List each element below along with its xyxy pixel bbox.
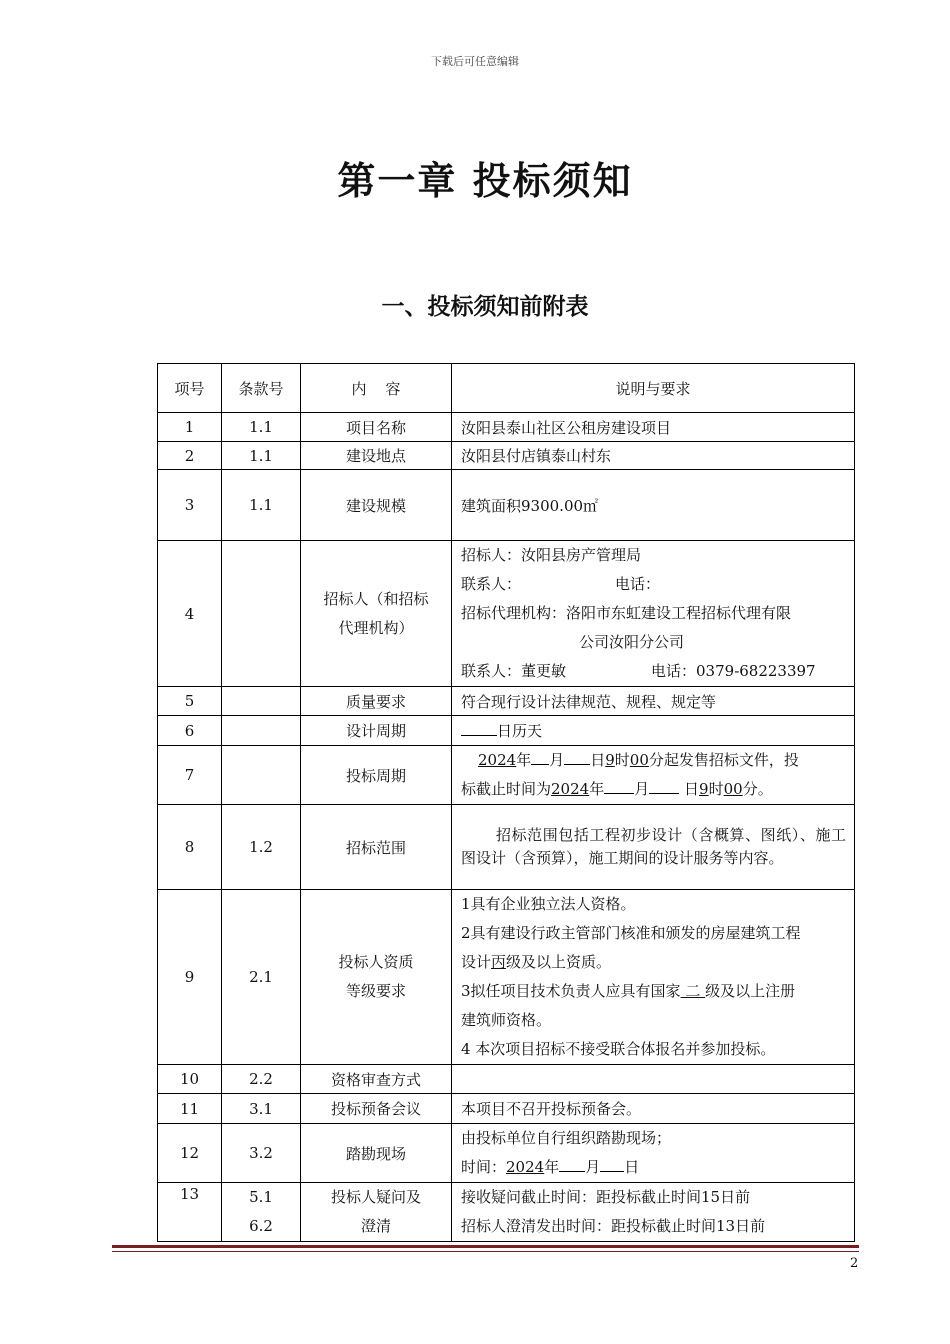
table-row [158,746,855,805]
minute: 00 [723,780,743,798]
text: 分。 [742,780,773,798]
content-line: 招标人（和招标 [323,589,429,608]
blank-days [461,721,497,736]
header-clause: 条款号 [222,364,301,413]
text: 月 [549,751,565,769]
row-content [301,1183,452,1242]
row-no: 13 [158,1183,222,1242]
row-no: 9 [158,890,222,1065]
row-desc [452,541,855,687]
row-no: 8 [158,805,222,890]
clause-line: 6.2 [249,1217,273,1235]
footer-rule-thin [112,1251,859,1252]
row-no: 7 [158,746,222,805]
row-content [301,890,452,1065]
row-clause: 3.2 [222,1124,301,1183]
content-line: 澄清 [360,1217,391,1235]
row-content: 资格审查方式 [301,1065,452,1094]
header-no: 项号 [158,364,222,413]
agency-phone: 电话：0379-68223397 [651,662,816,680]
table-row [158,890,855,1065]
row-content: 设计周期 [301,716,452,746]
row-content: 项目名称 [301,413,452,442]
row-desc [452,1065,855,1094]
row-desc [452,716,855,746]
row-content: 招标范围 [301,805,452,890]
text: 日 [590,751,606,769]
table-row [158,716,855,746]
table-row [158,1094,855,1124]
row-clause: 1.1 [222,413,301,442]
table-row [158,805,855,890]
agency-line: 招标代理机构：洛阳市东虹建设工程招标代理有限 [461,604,792,622]
text: 3拟任项目技术负责人应具有国家 [461,982,681,1000]
header-desc: 说明与要求 [452,364,855,413]
hour: 9 [605,751,615,769]
row-clause: 1.2 [222,805,301,890]
days-label: 日历天 [497,722,543,740]
text: 月 [634,780,650,798]
row-desc: 符合现行设计法律规范、规程、规定等 [452,687,855,716]
blank [649,779,679,794]
row-no: 5 [158,687,222,716]
row-desc [452,1183,855,1242]
row-no: 11 [158,1094,222,1124]
clarification-deadline: 招标人澄清发出时间：距投标截止时间13日前 [461,1217,766,1235]
text: 时 [708,780,724,798]
row-no: 12 [158,1124,222,1183]
table-row [158,442,855,470]
row-content [301,541,452,687]
page-number: 2 [850,1256,859,1271]
grade: 二 [680,982,706,1000]
row-clause [222,1183,301,1242]
row-clause [222,716,301,746]
qualification-line [461,977,846,1006]
row-clause [222,541,301,687]
tenderer-line: 招标人：汝阳县房产管理局 [461,546,642,564]
row-desc [452,890,855,1065]
content-line: 投标人疑问及 [330,1188,421,1206]
qualification-line [461,948,846,977]
row-no: 3 [158,470,222,541]
text: 时间： [461,1158,507,1176]
content-line: 代理机构） [338,618,414,637]
deadline-line [461,775,846,804]
blank [531,750,549,765]
row-desc: 汝阳县泰山社区公租房建设项目 [452,413,855,442]
table-row [158,687,855,716]
row-content: 投标周期 [301,746,452,805]
text: 级及以上注册 [705,982,796,1000]
row-clause: 3.1 [222,1094,301,1124]
row-clause: 1.1 [222,442,301,470]
table-header-row [158,364,855,413]
question-deadline: 接收疑问截止时间：距投标截止时间15日前 [461,1188,751,1206]
agency-contact: 联系人：董更敏 [461,662,567,680]
chapter-title: 第一章 投标须知 [337,159,633,203]
row-clause: 2.1 [222,890,301,1065]
blank [559,1157,585,1172]
row-desc [452,1124,855,1183]
row-clause [222,746,301,805]
row-no: 6 [158,716,222,746]
phone-label: 电话： [615,575,661,593]
header-note: 下载后可任意编辑 [431,55,519,68]
site-visit-line: 由投标单位自行组织踏勘现场； [461,1129,672,1147]
site-visit-time [461,1153,846,1182]
qualification-line: 1具有企业独立法人资格。 [461,895,636,913]
row-clause: 1.1 [222,470,301,541]
contact-label: 联系人： [461,575,522,593]
row-desc: 本项目不召开投标预备会。 [452,1094,855,1124]
minute: 00 [629,751,649,769]
content-line: 等级要求 [345,982,406,1000]
table-row [158,541,855,687]
header-content: 内 容 [301,364,452,413]
table-row [158,1183,855,1242]
sale-start-line [461,746,846,775]
row-desc [452,746,855,805]
text: 年 [544,1158,560,1176]
table-row [158,470,855,541]
row-content: 质量要求 [301,687,452,716]
row-no: 10 [158,1065,222,1094]
agency-line-cont: 公司汝阳分公司 [579,633,685,651]
text: 级及以上资质。 [506,953,612,971]
bidding-info-table [157,363,855,1242]
content-line: 投标人资质 [338,953,414,971]
text: 设计 [461,953,492,971]
qualification-line: 建筑师资格。 [461,1011,552,1029]
row-content: 建设规模 [301,470,452,541]
row-desc: 建筑面积9300.00㎡ [452,470,855,541]
row-content: 建设地点 [301,442,452,470]
year: 2024 [506,1158,545,1176]
footer-rule [112,1245,859,1248]
row-no: 2 [158,442,222,470]
text: 标截止时间为 [461,780,552,798]
section-title: 一、投标须知前附表 [381,294,589,320]
qualification-line: 2具有建设行政主管部门核准和颁发的房屋建筑工程 [461,924,801,942]
text: 日 [624,1158,640,1176]
clause-line: 5.1 [249,1188,273,1206]
hour: 9 [699,780,709,798]
text: 时 [614,751,630,769]
grade: 丙 [491,953,507,971]
table-row [158,1124,855,1183]
year: 2024 [478,751,517,769]
table-row [158,1065,855,1094]
row-desc: 汝阳县付店镇泰山村东 [452,442,855,470]
year: 2024 [551,780,590,798]
row-clause: 2.2 [222,1065,301,1094]
qualification-line: 4 本次项目招标不接受联合体报名并参加投标。 [461,1040,776,1058]
text: 月 [585,1158,601,1176]
blank [564,750,590,765]
text: 年 [589,780,605,798]
contact-line [461,570,846,599]
row-content: 投标预备会议 [301,1094,452,1124]
row-content: 踏勘现场 [301,1124,452,1183]
blank [604,779,634,794]
text: 年 [516,751,532,769]
agency-contact-line [461,657,846,686]
row-clause [222,687,301,716]
blank [600,1157,624,1172]
row-desc: 招标范围包括工程初步设计（含概算、图纸）、施工图设计（含预算），施工期间的设计服务等内容。 [452,805,855,890]
row-no: 4 [158,541,222,687]
table-row [158,413,855,442]
row-no: 1 [158,413,222,442]
text: 日 [684,780,700,798]
text: 分起发售招标文件，投 [648,751,799,769]
